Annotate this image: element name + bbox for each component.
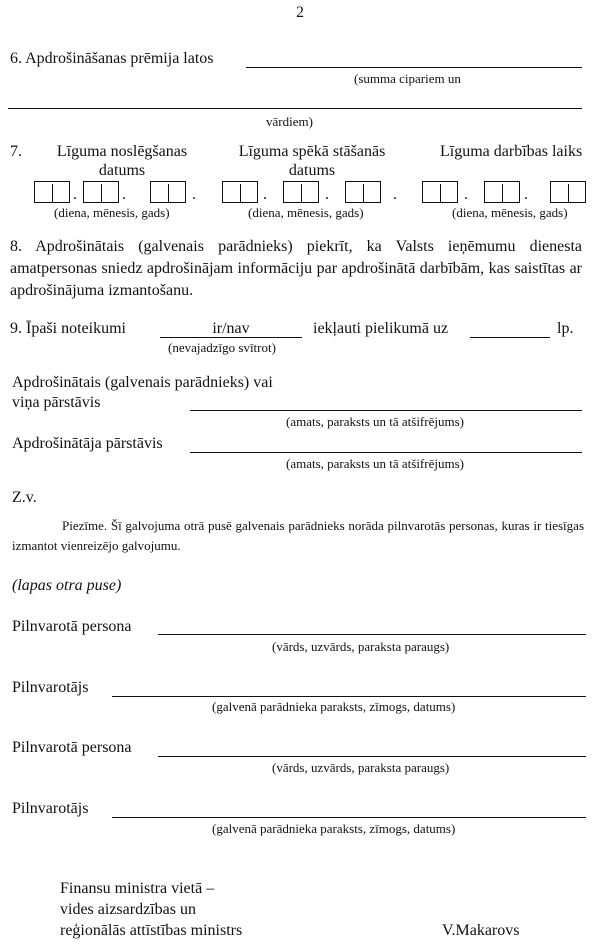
conclusion-day-box[interactable] bbox=[34, 181, 70, 203]
insured-signature-line[interactable] bbox=[190, 410, 582, 411]
date-separator: . bbox=[263, 186, 267, 203]
duration-month-box[interactable] bbox=[484, 181, 520, 203]
contract-effective-date-label-2: datums bbox=[288, 162, 336, 179]
insured-signature-hint: (amats, paraksts un tā atšifrējums) bbox=[286, 414, 464, 429]
authorizer-label: Pilnvarotājs bbox=[12, 800, 89, 817]
minister-title-1: Finansu ministra vietā – bbox=[60, 880, 215, 897]
minister-title-2: vides aizsardzības un bbox=[60, 901, 196, 918]
minister-title-3: reģionālās attīstības ministrs bbox=[60, 922, 243, 939]
contract-duration-label: Līguma darbības laiks bbox=[440, 143, 583, 160]
special-terms-value: ir/nav bbox=[212, 320, 250, 337]
duration-day-box[interactable] bbox=[422, 181, 458, 203]
date-separator: . bbox=[73, 186, 77, 203]
duration-date-hint: (diena, mēnesis, gads) bbox=[452, 205, 568, 220]
authorized-person-label: Pilnvarotā persona bbox=[12, 739, 132, 756]
authorizer-line[interactable] bbox=[112, 817, 586, 818]
date-separator: . bbox=[393, 186, 397, 203]
date-separator: . bbox=[122, 186, 126, 203]
insured-label-2: viņa pārstāvis bbox=[12, 394, 101, 411]
date-separator: . bbox=[325, 186, 329, 203]
item7-number: 7. bbox=[10, 143, 22, 160]
conclusion-year-box[interactable] bbox=[150, 181, 186, 203]
authorized-person-hint: (vārds, uzvārds, paraksta paraugs) bbox=[272, 639, 450, 654]
effective-date-hint: (diena, mēnesis, gads) bbox=[248, 205, 364, 220]
authorizer-label: Pilnvarotājs bbox=[12, 679, 89, 696]
insurer-label: Apdrošinātāja pārstāvis bbox=[12, 435, 163, 452]
page-number: 2 bbox=[296, 4, 304, 21]
premium-label: 6. Apdrošināšanas prēmija latos bbox=[10, 50, 214, 67]
pages-count-line[interactable] bbox=[470, 337, 550, 338]
special-terms-suffix: lp. bbox=[557, 320, 574, 337]
premium-hint-2: vārdiem) bbox=[266, 114, 313, 129]
special-terms-middle: iekļauti pielikumā uz bbox=[313, 320, 449, 337]
effective-year-box[interactable] bbox=[345, 181, 381, 203]
special-terms-line[interactable] bbox=[160, 337, 302, 338]
minister-name: V.Makarovs bbox=[442, 922, 520, 939]
authorized-person-line[interactable] bbox=[158, 756, 586, 757]
contract-conclusion-date-label-2: datums bbox=[98, 162, 146, 179]
date-separator: . bbox=[192, 186, 196, 203]
authorizer-hint: (galvenā parādnieka paraksts, zīmogs, datums) bbox=[212, 821, 456, 836]
premium-line-2[interactable] bbox=[8, 108, 582, 109]
authorized-person-line[interactable] bbox=[158, 634, 586, 635]
authorizer-line[interactable] bbox=[112, 696, 586, 697]
authorizer-hint: (galvenā parādnieka paraksts, zīmogs, datums) bbox=[212, 699, 456, 714]
consent-paragraph: 8. Apdrošinātais (galvenais parādnieks) piekrīt, ka Valsts ieņēmumu dienesta amatpersonas sniedz apdrošinājam informāciju par apdrošinātā darbībām, kas saistītas ar apdrošinājuma izmantošanu. bbox=[10, 238, 582, 299]
insurer-signature-line[interactable] bbox=[190, 452, 582, 453]
conclusion-month-box[interactable] bbox=[83, 181, 119, 203]
contract-conclusion-date-label-1: Līguma noslēgšanas bbox=[56, 143, 188, 160]
effective-month-box[interactable] bbox=[283, 181, 319, 203]
authorized-person-hint: (vārds, uzvārds, paraksta paraugs) bbox=[272, 760, 450, 775]
date-separator: . bbox=[524, 186, 528, 203]
reverse-side-heading: (lapas otra puse) bbox=[12, 577, 122, 594]
effective-day-box[interactable] bbox=[222, 181, 258, 203]
seal-mark: Z.v. bbox=[12, 489, 37, 506]
special-terms-label: 9. Īpaši noteikumi bbox=[10, 320, 126, 337]
premium-line-1[interactable] bbox=[246, 67, 582, 68]
insurer-signature-hint: (amats, paraksts un tā atšifrējums) bbox=[286, 456, 464, 471]
premium-hint-1: (summa cipariem un bbox=[354, 71, 461, 86]
date-separator: . bbox=[464, 186, 468, 203]
duration-year-box[interactable] bbox=[550, 181, 586, 203]
insured-label-1: Apdrošinātais (galvenais parādnieks) vai bbox=[12, 374, 273, 391]
note-paragraph: Piezīme. Šī galvojuma otrā pusē galvenais parādnieks norāda pilnvarotās personas, kuras ir tiesīgas izmantot vienreizējo galvojumu. bbox=[12, 518, 584, 553]
authorized-person-label: Pilnvarotā persona bbox=[12, 618, 132, 635]
contract-effective-date-label-1: Līguma spēkā stāšanās bbox=[238, 143, 386, 160]
special-terms-hint: (nevajadzīgo svītrot) bbox=[168, 340, 276, 355]
conclusion-date-hint: (diena, mēnesis, gads) bbox=[54, 205, 170, 220]
